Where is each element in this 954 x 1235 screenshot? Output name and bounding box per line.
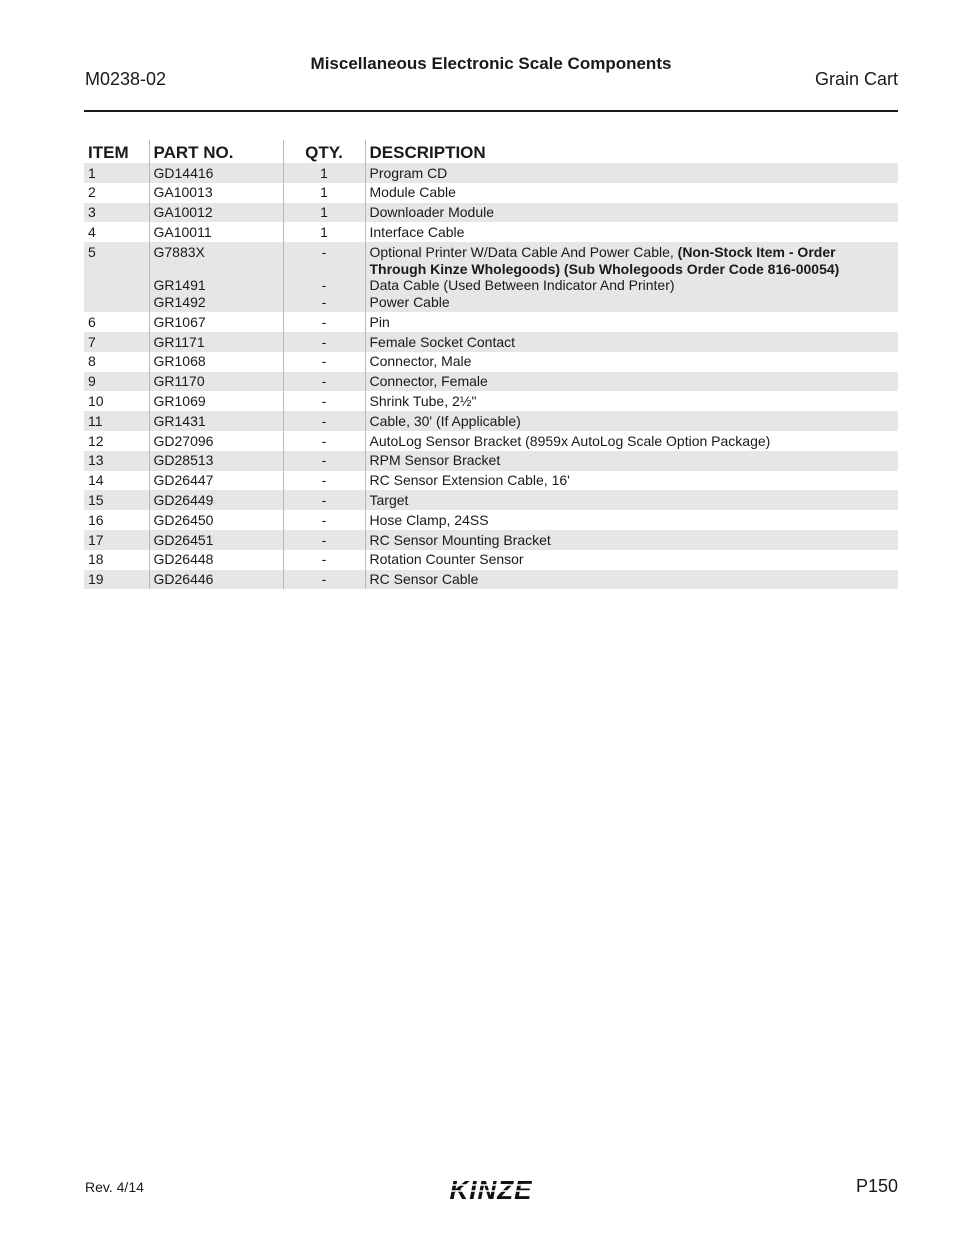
table-row: [84, 242, 898, 312]
table-row: [84, 530, 898, 550]
qty-cell: 1: [283, 163, 365, 183]
qty-cell: -: [283, 570, 365, 590]
item-cell: 19: [84, 570, 149, 590]
table-header-row: [84, 140, 898, 163]
qty-cell: -: [283, 510, 365, 530]
part-number-cell: GD26447: [149, 471, 283, 491]
description-main: [370, 244, 895, 277]
qty-cell: 1: [283, 183, 365, 203]
qty-cell: -: [283, 490, 365, 510]
item-cell: 4: [88, 224, 96, 241]
qty-cell: 1: [283, 222, 365, 242]
revision-label: Rev. 4/14: [85, 1179, 144, 1195]
item-cell: 7: [84, 332, 149, 352]
item-cell: 18: [88, 551, 104, 568]
qty-cell: -: [283, 372, 365, 392]
item-cell: 13: [84, 451, 149, 471]
item-cell: 17: [84, 530, 149, 550]
header-divider: [84, 110, 898, 112]
description-cell: Shrink Tube, 2½": [365, 391, 898, 411]
part-number-sub: GR1491: [153, 277, 206, 294]
qty-cell: -: [283, 352, 365, 372]
qty-cell: -: [283, 332, 365, 352]
description-cell: Interface Cable: [365, 222, 898, 242]
table-row: [84, 431, 898, 451]
part-number-cell: GR1431: [149, 411, 283, 431]
item-cell: 2: [88, 184, 96, 201]
svg-text:KINZE: KINZE: [449, 1176, 533, 1204]
description-cell: Rotation Counter Sensor: [365, 550, 898, 570]
item-cell: 1: [84, 163, 149, 183]
table-row: [84, 312, 898, 332]
qty-value: -: [321, 244, 327, 261]
kinze-logo: [432, 1176, 550, 1204]
part-number-cell: GD26446: [149, 570, 283, 590]
description-cell: Connector, Male: [365, 352, 898, 372]
description-sub: Power Cable: [369, 293, 450, 310]
part-number-cell: [149, 242, 283, 312]
table-row: [84, 411, 898, 431]
item-cell: 12: [88, 432, 104, 449]
table-row: [84, 222, 898, 242]
qty-cell: -: [283, 411, 365, 431]
item-cell: [84, 242, 149, 312]
page-number: P150: [855, 1176, 898, 1196]
qty-cell: -: [283, 431, 365, 451]
table-row: [84, 490, 898, 510]
table-row: [84, 203, 898, 223]
parts-table: [84, 140, 898, 589]
part-number-cell: GD26451: [149, 530, 283, 550]
table-row: [84, 391, 898, 411]
description-cell: Hose Clamp, 24SS: [365, 510, 898, 530]
qty-value: -: [321, 293, 327, 310]
description-cell: RC Sensor Extension Cable, 16': [365, 471, 898, 491]
part-number-cell: GD27096: [149, 431, 283, 451]
part-number-sub: GR1492: [153, 293, 206, 310]
part-number-cell: GR1068: [149, 352, 283, 372]
qty-cell: -: [283, 471, 365, 491]
part-number-cell: GA10013: [149, 183, 283, 203]
table-row: [84, 183, 898, 203]
description-cell: Cable, 30' (If Applicable): [365, 411, 898, 431]
qty-cell: -: [283, 550, 365, 570]
column-header-item: ITEM: [88, 143, 129, 162]
qty-value: -: [321, 277, 327, 294]
table-row: [84, 451, 898, 471]
qty-cell: -: [283, 312, 365, 332]
qty-cell: [283, 242, 365, 312]
description-cell: RPM Sensor Bracket: [365, 451, 898, 471]
qty-cell: 1: [283, 203, 365, 223]
item-cell: 14: [88, 472, 104, 489]
item-cell: 10: [88, 393, 104, 410]
part-number-cell: GD26449: [149, 490, 283, 510]
description-cell: Female Socket Contact: [365, 332, 898, 352]
part-number-cell: GR1171: [149, 332, 283, 352]
description-cell: Downloader Module: [365, 203, 898, 223]
part-number: G7883X: [153, 244, 205, 261]
table-row: [84, 163, 898, 183]
description-cell: RC Sensor Mounting Bracket: [365, 530, 898, 550]
column-header-part-no: PART NO.: [149, 140, 283, 163]
part-number-cell: GA10012: [149, 203, 283, 223]
description-cell: Program CD: [365, 163, 898, 183]
page-title: Miscellaneous Electronic Scale Components: [310, 54, 672, 73]
part-number-cell: GD26448: [149, 550, 283, 570]
item-cell: 16: [88, 511, 104, 528]
description-cell: AutoLog Sensor Bracket (8959x AutoLog Scale Option Package): [365, 431, 898, 451]
item-number: 5: [88, 244, 96, 261]
table-row: [84, 352, 898, 372]
description-cell: Pin: [365, 312, 898, 332]
description-cell: [365, 242, 898, 312]
part-number-cell: GA10011: [149, 222, 283, 242]
description-cell: Module Cable: [365, 183, 898, 203]
qty-cell: -: [283, 391, 365, 411]
part-number-cell: GR1067: [149, 312, 283, 332]
part-number-cell: GR1069: [149, 391, 283, 411]
part-number-cell: GD14416: [149, 163, 283, 183]
part-number-cell: GD28513: [149, 451, 283, 471]
item-cell: 8: [88, 353, 96, 370]
column-header-qty: QTY.: [283, 140, 365, 163]
table-row: [84, 510, 898, 530]
doc-number: M0238-02: [85, 69, 167, 89]
table-row: [84, 570, 898, 590]
item-cell: 3: [84, 203, 149, 223]
part-number-cell: GD26450: [149, 510, 283, 530]
item-cell: 9: [84, 372, 149, 392]
qty-cell: -: [283, 530, 365, 550]
description-text: Optional Printer W/Data Cable And Power Cable,: [369, 244, 678, 261]
description-sub: Data Cable (Used Between Indicator And Printer): [369, 277, 675, 294]
table-row: [84, 550, 898, 570]
table-row: [84, 372, 898, 392]
column-header-description: DESCRIPTION: [365, 140, 898, 163]
qty-cell: -: [283, 451, 365, 471]
item-cell: 11: [84, 411, 149, 431]
description-cell: Connector, Female: [365, 372, 898, 392]
description-bold-note: (Non-Stock Item - Order Through Kinze Wholegoods) (Sub Wholegoods Order Code 816-00054): [369, 244, 840, 277]
description-cell: RC Sensor Cable: [365, 570, 898, 590]
item-cell: 15: [84, 490, 149, 510]
table-row: [84, 332, 898, 352]
table-row: [84, 471, 898, 491]
description-cell: Target: [365, 490, 898, 510]
item-cell: 6: [88, 313, 96, 330]
part-number-cell: GR1170: [149, 372, 283, 392]
product-name: Grain Cart: [814, 69, 898, 89]
